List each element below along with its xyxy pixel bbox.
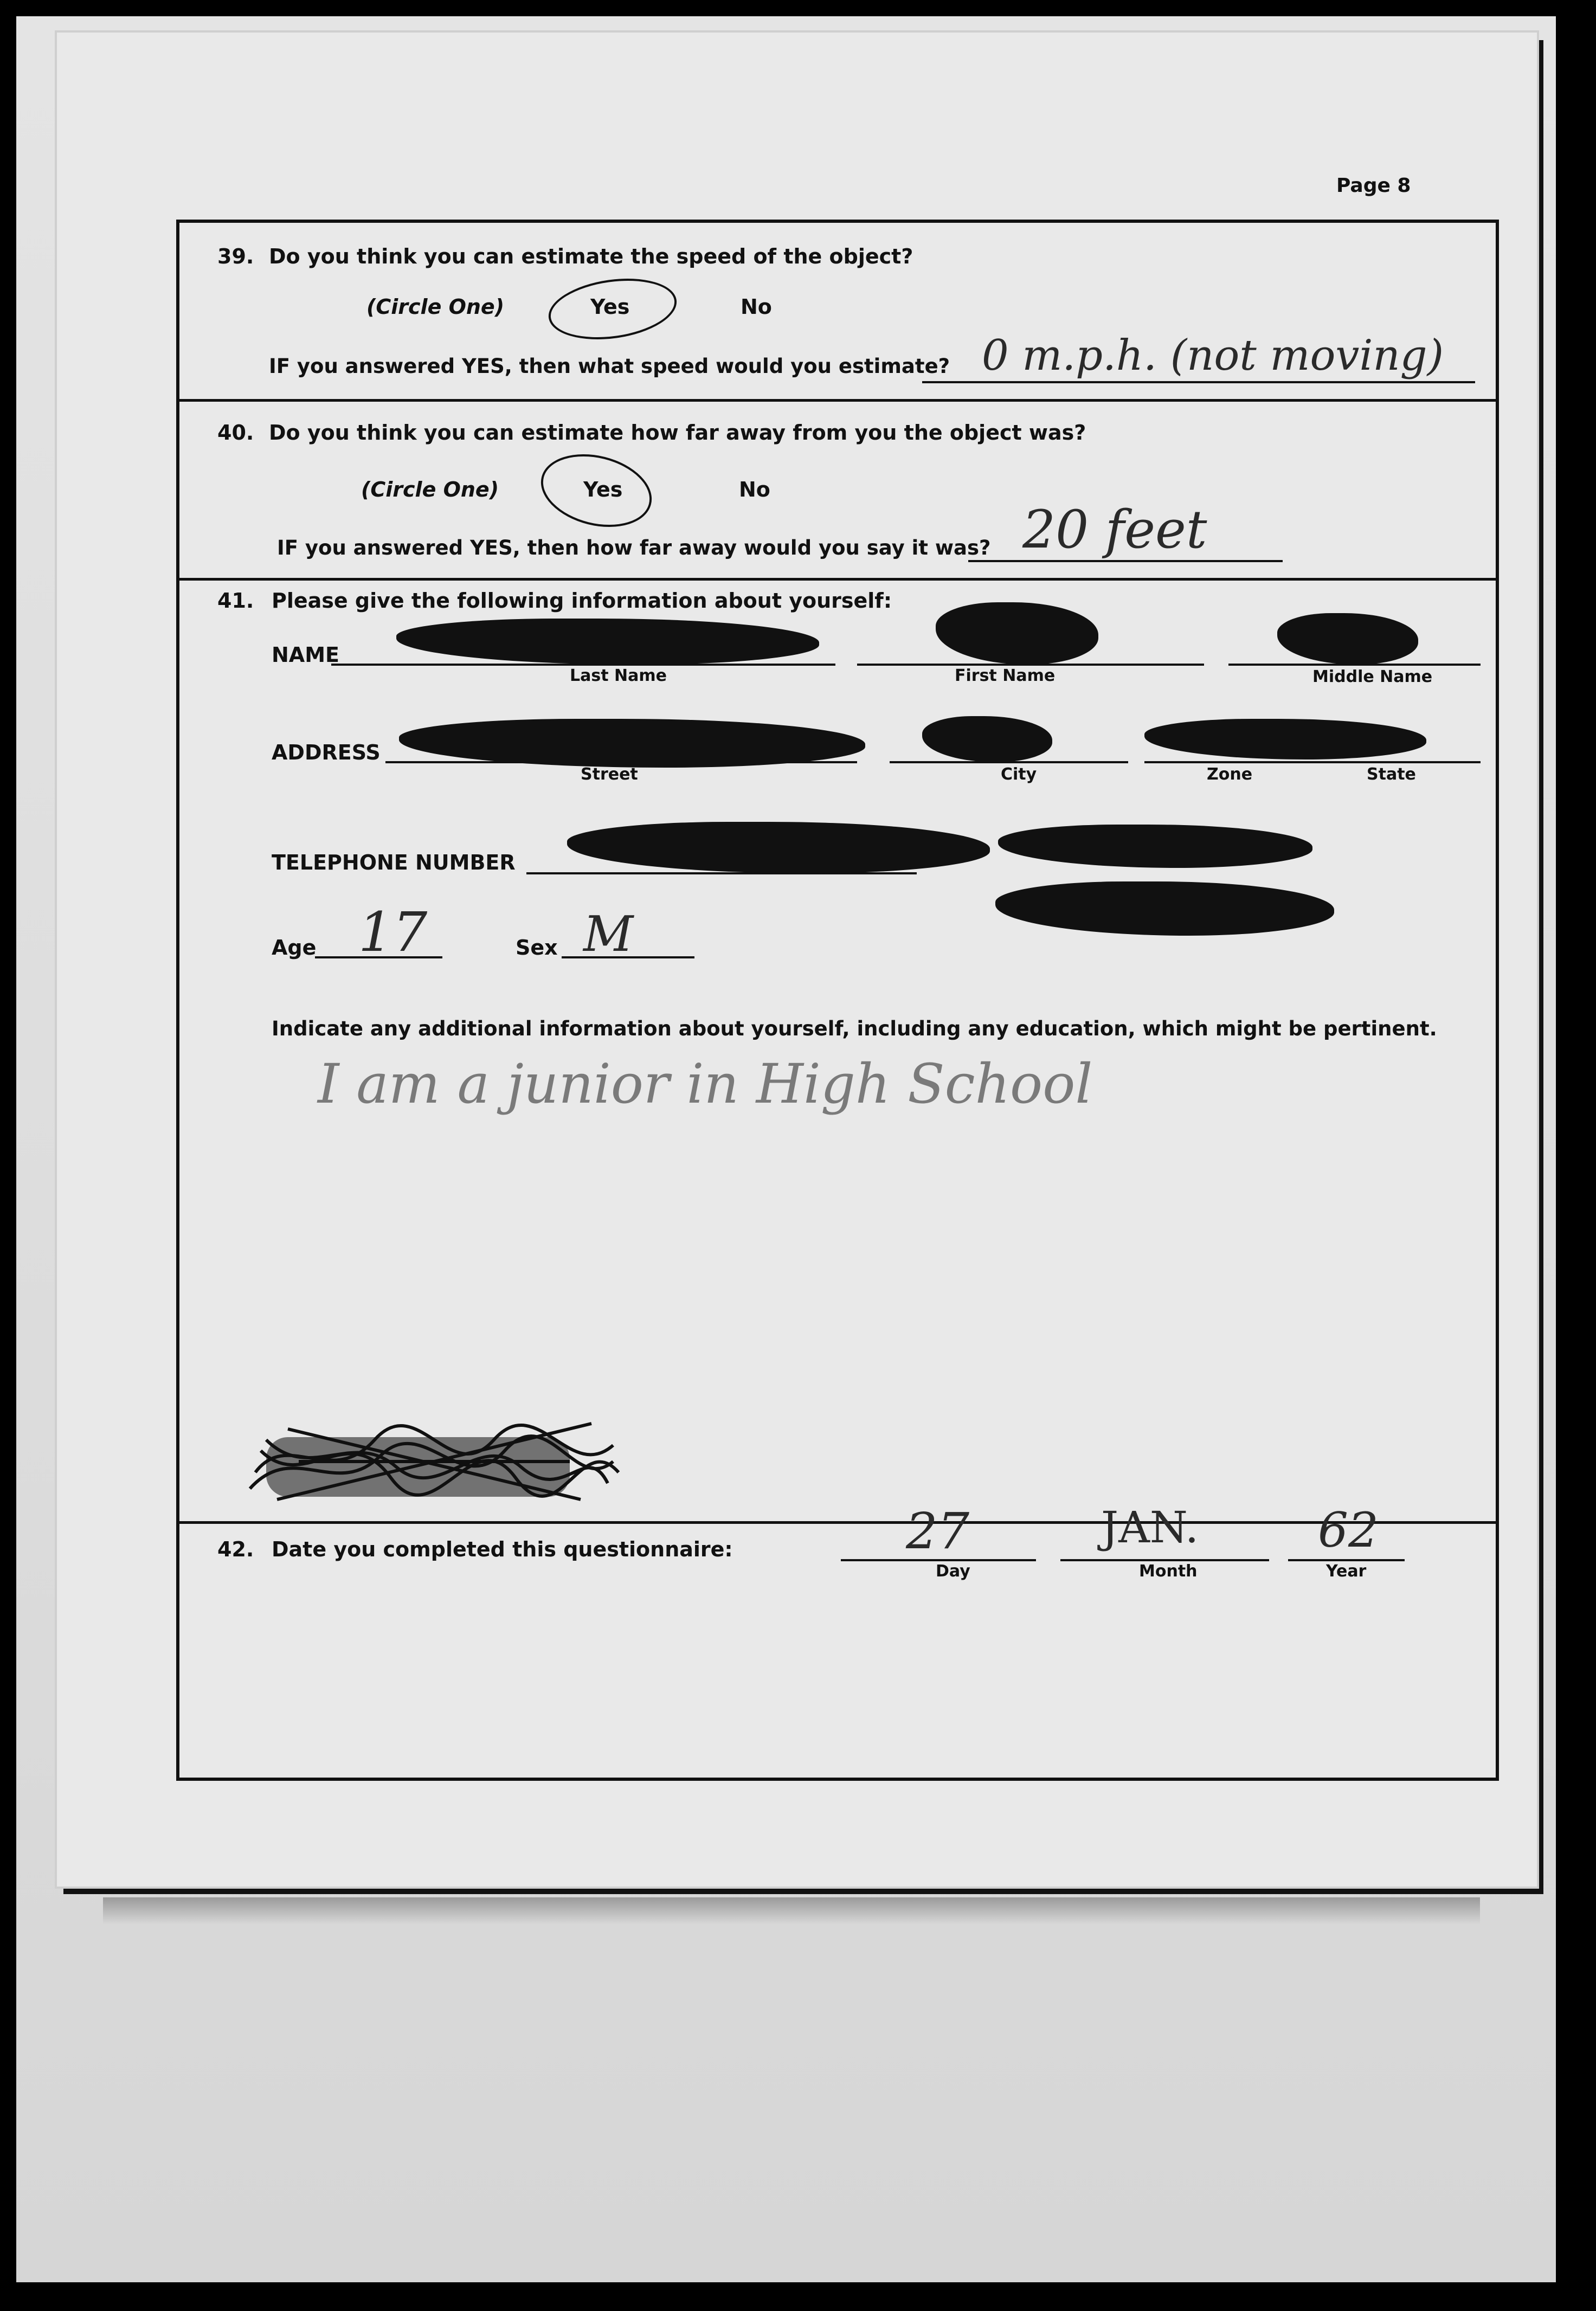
q39-answer[interactable]: 0 m.p.h. (not moving): [982, 331, 1444, 380]
q40-followup: IF you answered YES, then how far away would you say it was?: [277, 536, 991, 559]
q41-number: 41.: [217, 589, 254, 613]
city-redaction: [922, 716, 1052, 762]
q42-number: 42.: [217, 1537, 254, 1561]
q39-answer-line: [922, 381, 1475, 383]
month-label: Month: [1139, 1562, 1198, 1581]
first-name-label: First Name: [955, 666, 1056, 685]
year-label: Year: [1326, 1562, 1367, 1581]
additional-info-answer[interactable]: I am a junior in High School: [318, 1052, 1093, 1116]
address-label: ADDRESS: [272, 741, 381, 764]
telephone-label: TELEPHONE NUMBER: [272, 851, 516, 874]
day-label: Day: [936, 1562, 970, 1581]
telephone-redaction: [567, 822, 990, 873]
telephone-redaction-2: [998, 825, 1312, 868]
form-box: [176, 220, 1499, 1781]
q42-question: Date you completed this questionnaire:: [272, 1537, 733, 1561]
sex-value[interactable]: M: [583, 906, 634, 963]
q39-number: 39.: [217, 244, 254, 268]
sex-label: Sex: [516, 936, 558, 960]
month-value[interactable]: JAN.: [1101, 1502, 1199, 1553]
divider-39-40: [179, 399, 1496, 402]
telephone-redaction-3: [995, 881, 1334, 936]
q40-question: Do you think you can estimate how far away from you the object was?: [269, 421, 1086, 445]
last-name-redaction: [396, 619, 819, 665]
page-shadow: [103, 1897, 1480, 1924]
divider-41-42: [179, 1521, 1496, 1524]
first-name-redaction: [936, 602, 1098, 665]
age-label: Age: [272, 936, 317, 960]
q39-followup: IF you answered YES, then what speed would you estimate?: [269, 355, 950, 378]
year-line: [1288, 1559, 1405, 1561]
zone-label: Zone: [1207, 765, 1253, 784]
additional-info-prompt: Indicate any additional information about yourself, including any education, which might be pertinent.: [272, 1017, 1437, 1040]
day-value[interactable]: 27: [906, 1502, 970, 1560]
zone-state-line: [1144, 761, 1481, 763]
q39-circle-label: (Circle One): [366, 295, 505, 319]
zone-state-redaction: [1144, 719, 1426, 759]
page-number: Page 8: [1336, 175, 1411, 197]
city-label: City: [1001, 765, 1037, 784]
scribble-mark: [244, 1407, 624, 1510]
questionnaire-page: [57, 33, 1537, 1887]
q40-circle-label: (Circle One): [361, 478, 499, 501]
street-redaction: [399, 719, 865, 768]
age-value[interactable]: 17: [358, 900, 428, 964]
q40-yes-option[interactable]: Yes: [583, 478, 623, 501]
divider-40-41: [179, 578, 1496, 581]
q39-no-option[interactable]: No: [741, 295, 772, 319]
q41-question: Please give the following information about yourself:: [272, 589, 892, 613]
q39-yes-option[interactable]: Yes: [590, 295, 630, 319]
q40-answer[interactable]: 20 feet: [1022, 499, 1207, 560]
middle-name-redaction: [1277, 613, 1418, 665]
month-line: [1060, 1559, 1269, 1561]
middle-name-label: Middle Name: [1312, 667, 1433, 686]
q40-answer-line: [968, 560, 1283, 562]
year-value[interactable]: 62: [1318, 1502, 1379, 1558]
state-label: State: [1367, 765, 1416, 784]
q40-no-option[interactable]: No: [739, 478, 770, 501]
q40-number: 40.: [217, 421, 254, 445]
last-name-label: Last Name: [570, 666, 667, 685]
q39-question: Do you think you can estimate the speed of the object?: [269, 244, 913, 268]
name-label: NAME: [272, 643, 339, 667]
telephone-line: [526, 872, 917, 874]
street-label: Street: [581, 765, 638, 784]
